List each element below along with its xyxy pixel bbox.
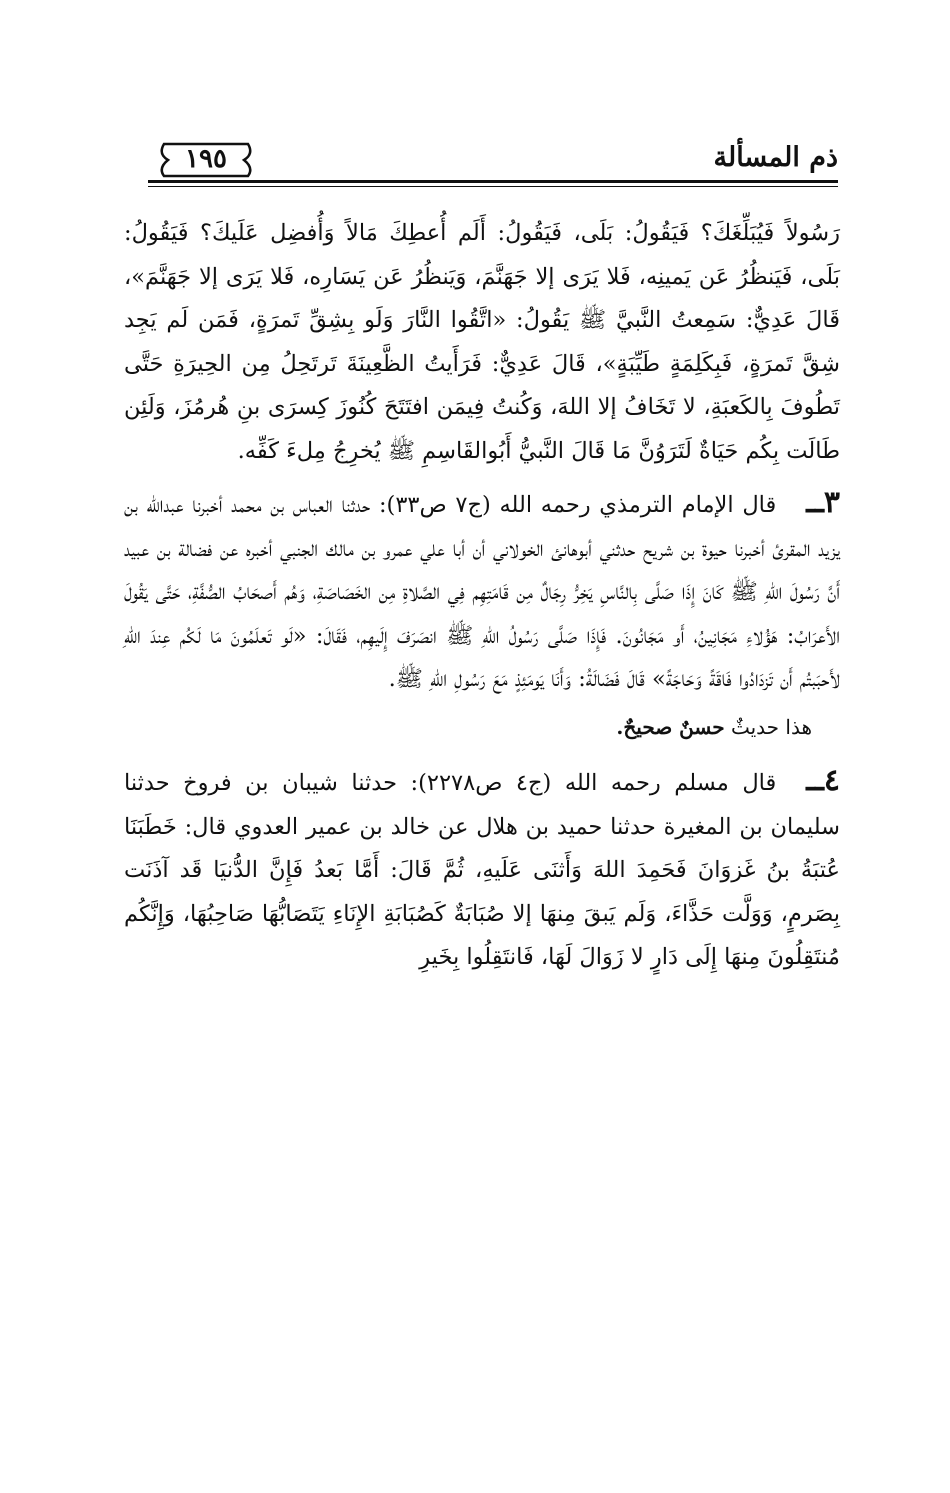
hadith-section-3 — [124, 481, 840, 702]
page-number: ١٩٥ — [185, 144, 227, 174]
header-rule-thin — [148, 186, 838, 187]
page-body — [124, 212, 840, 980]
header-rule-thick — [148, 180, 838, 183]
paragraph-continuation: رَسُولاً فَيُبَلِّغَكَ؟ فَيَقُولُ: بَلَى، فَيَقُولُ: أَلَم أُعطِكَ مَالاً وَأُفضِل عَلَيكَ؟ فَيَقُولُ: بَلَى، فَيَنظُرُ عَن يَمينِه، فَلا يَرَى إلا جَهَنَّمَ، وَيَنظُرُ عَن يَسَارِه، فَلا يَرَى إلا جَهَنَّمَ»، قَالَ عَدِيٌّ: سَمِعتُ النَّبيَّ ﷺ يَقُولُ: «اتَّقُوا النَّارَ وَلَو بِشِقِّ تَمرَةٍ، فَمَن لَم يَجِد شِقَّ تَمرَةٍ، فَبِكَلِمَةٍ طَيِّبَةٍ»، قَالَ عَدِيٌّ: فَرَأَيتُ الظَّعِينَةَ تَرتَحِلُ مِن الحِيرَةِ حَتَّى تَطُوفَ بِالكَعبَةِ، لا تَخَافُ إلا اللهَ، وَكُنتُ فِيمَن افتَتَحَ كُنُوزَ كِسرَى بنِ هُرمُزَ، وَلَئِن طَالَت بِكُم حَيَاةٌ لَتَرَوُنَّ مَا قَالَ النَّبيُّ أَبُوالقَاسِمِ ﷺ يُخرِجُ مِلءَ كَفِّه. — [124, 220, 840, 464]
hadith-grade-line — [124, 706, 840, 750]
grade-value: حسنٌ صحيحٌ. — [616, 714, 725, 739]
hadith-section-4 — [124, 759, 840, 980]
section-text: قال مسلم رحمه الله (ج٤ ص٢٢٧٨): حدثنا شيبان بن فروخ حدثنا سليمان بن المغيرة حدثنا حميد بن هلال عن خالد بن عمير العدوي قال: خَطَبَنَا عُتبَةُ بنُ غَزوَانَ فَحَمِدَ اللهَ وَأَثنَى عَلَيهِ، ثُمَّ قَالَ: أَمَّا بَعدُ فَإِنَّ الدُّنيَا قَد آذَنَت بِصَرمٍ، وَوَلَّت حَذَّاءَ، وَلَم يَبقَ مِنهَا إلا صُبَابَةٌ كَصُبَابَةِ الإِنَاءِ يَتَصَابُّهَا صَاحِبُهَا، وَإِنَّكُم مُنتَقِلُونَ مِنهَا إِلَى دَارٍ لا زَوَالَ لَهَا، فَانتَقِلُوا بِخَيرِ — [124, 770, 840, 970]
grade-prefix: هذا حديثٌ — [730, 714, 812, 739]
section-number: ٣ــ — [806, 485, 840, 520]
section-text: قال الإمام الترمذي رحمه الله (ج٧ ص٣٣): حدثنا العباس بن محمد أخبرنا عبدالله بن يزيد المقرئ أخبرنا حيوة بن شريح حدثني أبوهانئ الخولاني أن أبا علي عمرو بن مالك الجنبي أخبره عن فضالة بن عبيد أَنَّ رَسُولَ اللهِ ﷺ كَانَ إِذَا صَلَّى بِالنَّاسِ يَخِرُّ رِجَالٌ مِن قَامَتِهِم فِي الصَّلاةِ مِن الخَصَاصَةِ، وَهُم أَصحَابُ الصُّفَّةِ، حَتَّى يَقُولَ الأَعرَابُ: هَؤُلاءِ مَجَانِينُ، أَو مَجَانُونَ. فَإِذَا صَلَّى رَسُولُ اللهِ ﷺ انصَرَفَ إِلَيهِم، فَقَالَ: «لَو تَعلَمُونَ مَا لَكُم عِندَ اللهِ لأَحبَبتُم أَن تَزدَادُوا فَاقَةً وَحَاجَةً» قَالَ فَضَالَةُ: وَأَنَا يَومَئِذٍ مَعَ رَسُولِ اللهِ ﷺ. — [124, 492, 840, 692]
section-number: ٤ــ — [806, 763, 840, 798]
running-title: ذم المسألة — [713, 142, 838, 173]
page-number-badge — [154, 140, 258, 180]
